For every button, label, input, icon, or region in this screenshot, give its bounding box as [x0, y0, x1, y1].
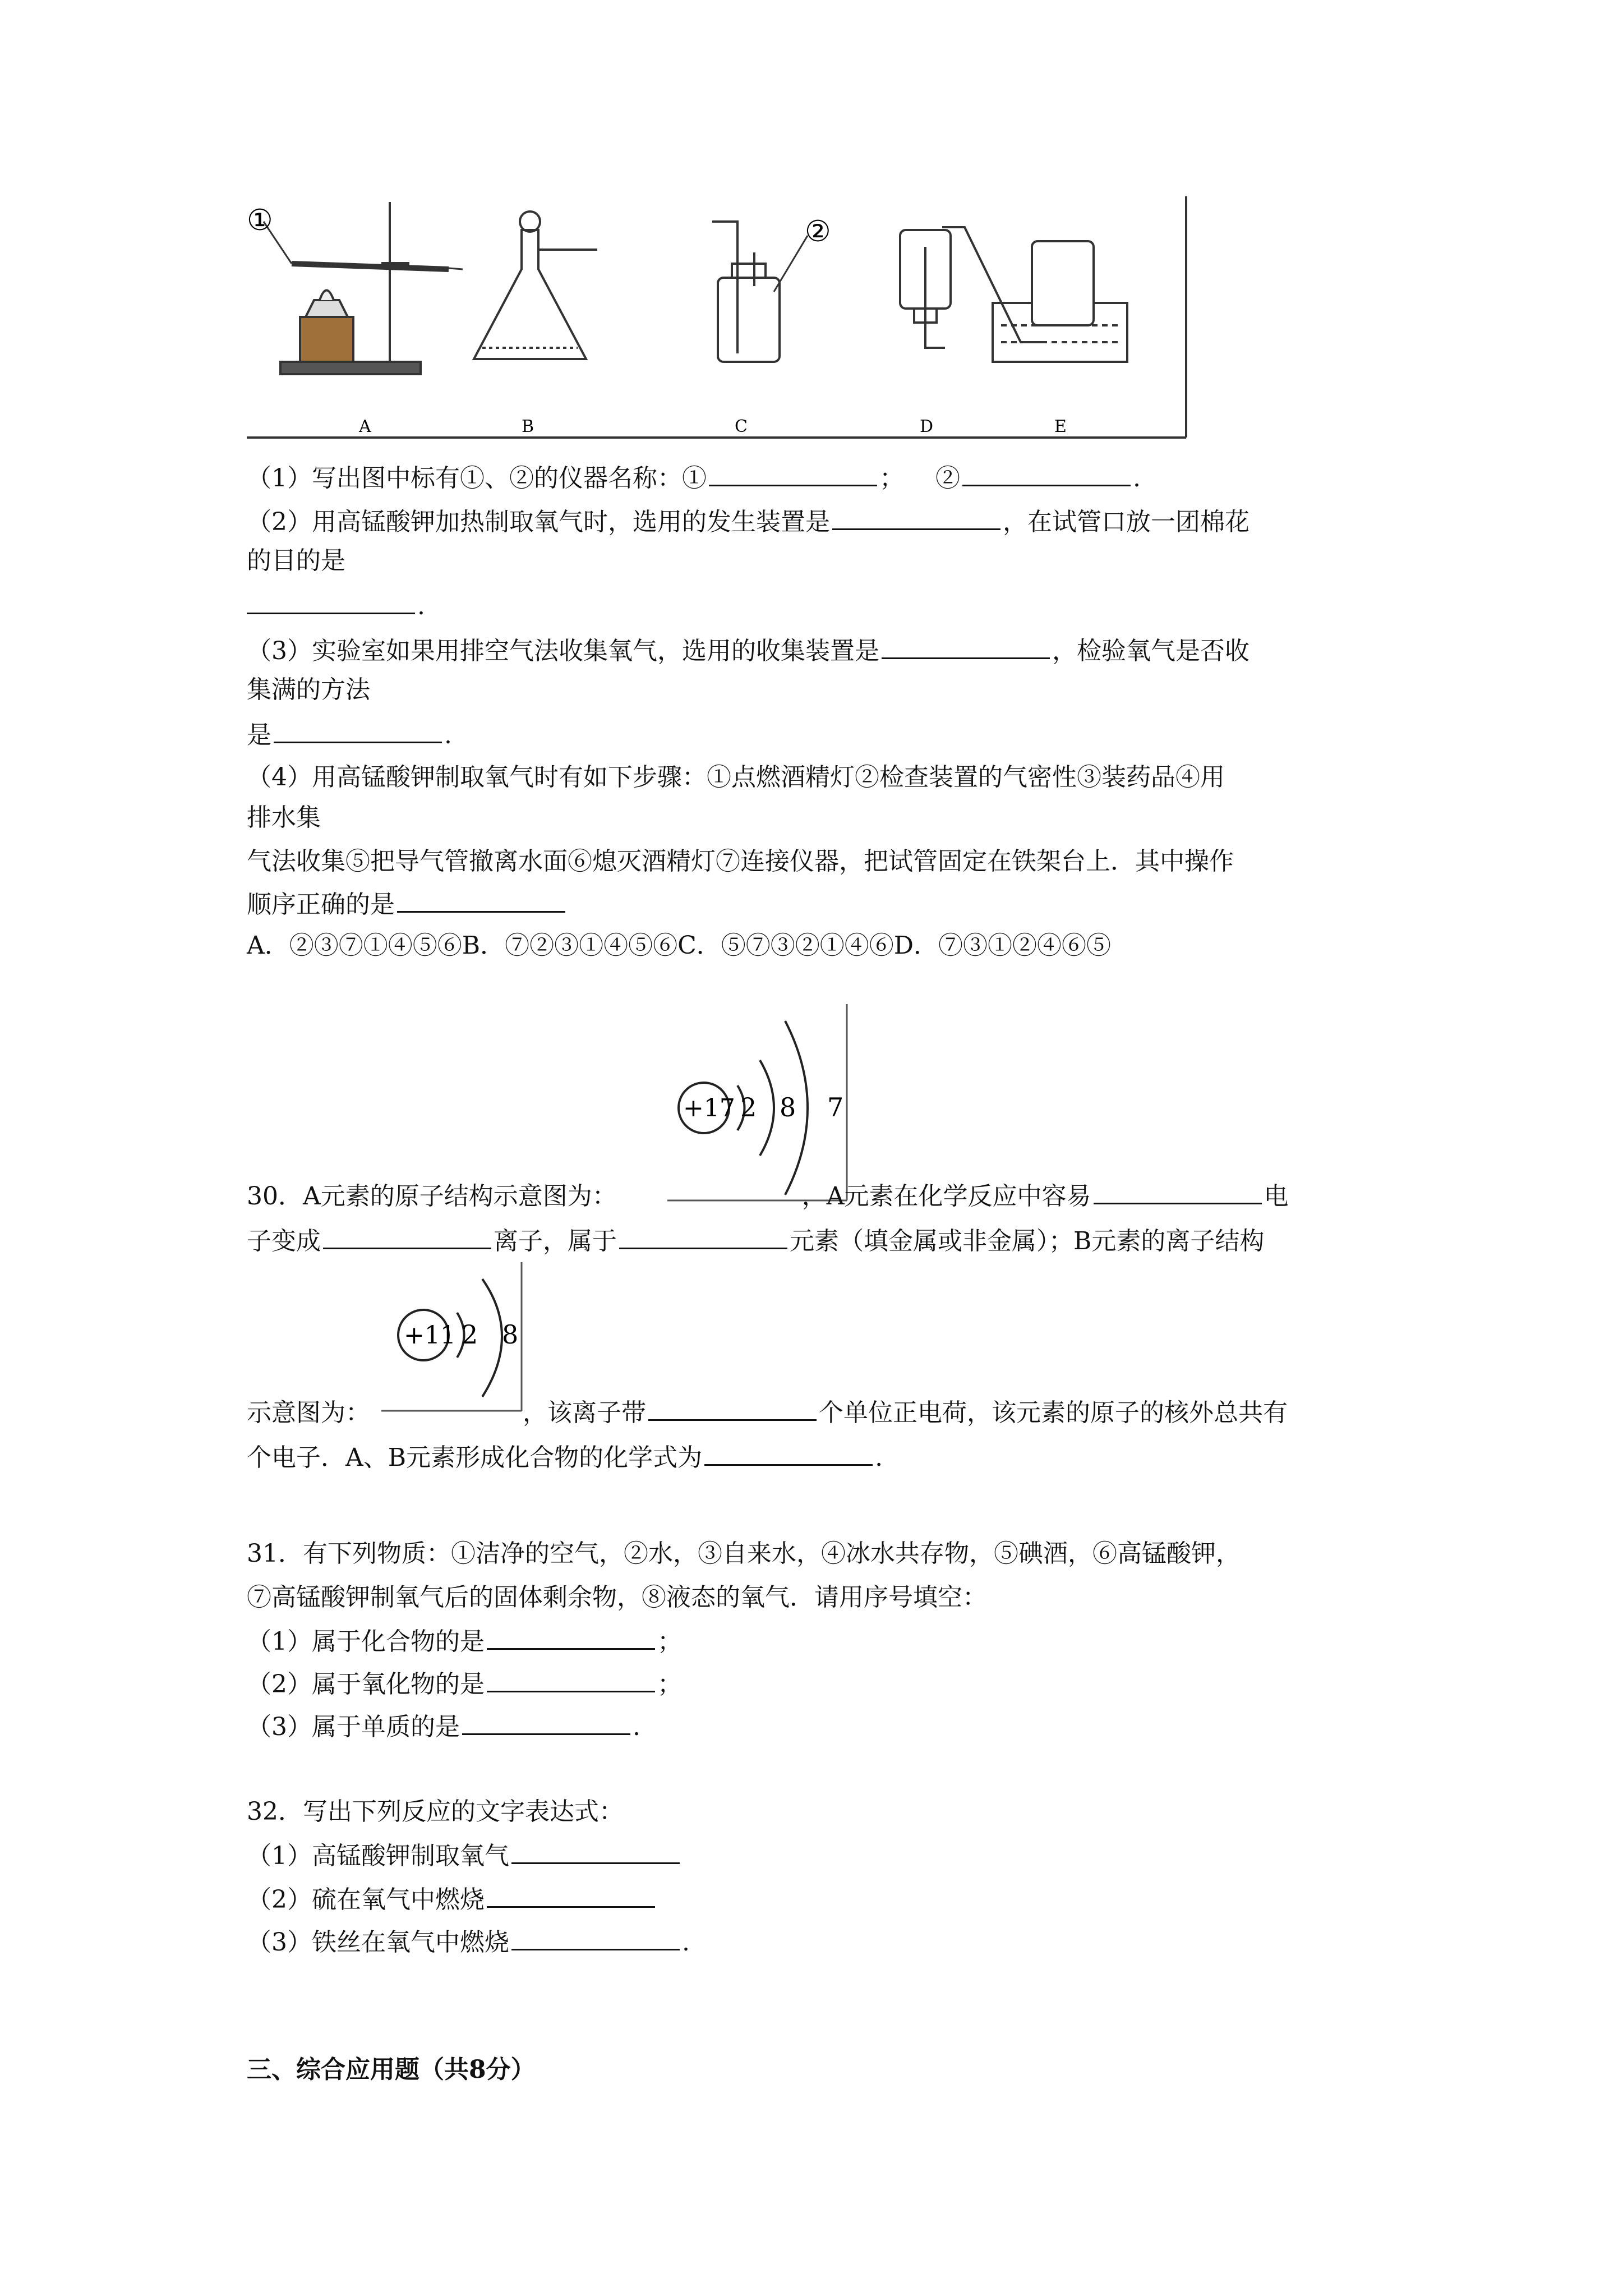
answer-blank-7[interactable] [397, 886, 565, 913]
marker-2: ② [805, 215, 831, 249]
shellA-1: 2 [740, 1092, 757, 1122]
label-E: E [1054, 417, 1067, 436]
label-C: C [735, 417, 748, 436]
q30-line2: 子变成 离子，属于 元素（填金属或非金属）；B元素的离子结构 [247, 1223, 1264, 1258]
atom-diagram-A [667, 1004, 852, 1206]
label-A: A [359, 417, 371, 436]
answer-blank-13[interactable] [487, 1623, 655, 1650]
q29-part3-line1: （3）实验室如果用排空气法收集氧气，选用的收集装置是 ，检验氧气是否收 [247, 633, 1249, 668]
answer-blank-12[interactable] [704, 1439, 873, 1466]
q30-line4: 个电子．A、B元素形成化合物的化学式为 . [247, 1439, 883, 1475]
q29-part4-line3: 气法收集⑤把导气管撤离水面⑥熄灭酒精灯⑦连接仪器，把试管固定在铁架台上．其中操作 [247, 847, 1234, 876]
answer-blank-15[interactable] [462, 1709, 630, 1735]
q32-item3: （3）铁丝在氧气中燃烧 . [247, 1924, 690, 1959]
q32-item1: （1）高锰酸钾制取氧气 [247, 1838, 682, 1873]
q29-part3-line2: 集满的方法 [247, 675, 370, 704]
apparatus-figure [247, 196, 1189, 443]
answer-blank-17[interactable] [487, 1881, 655, 1908]
q30-line1: 30．A元素的原子结构示意图为： ，A元素在化学反应中容易 电 [247, 1178, 1289, 1213]
q30-line3: 示意图为： ，该离子带 个单位正电荷，该元素的原子的核外总共有 [247, 1395, 1288, 1430]
q31-item1: （1）属于化合物的是 ； [247, 1623, 682, 1659]
shellA-2: 8 [780, 1092, 796, 1122]
q31-line1: 31．有下列物质：①洁净的空气，②水，③自来水，④冰水共存物，⑤碘酒，⑥高锰酸钾， [247, 1539, 1241, 1568]
q29-part2-line2: 的目的是 [247, 546, 345, 575]
answer-blank-9[interactable] [323, 1223, 491, 1249]
q29-part2-line3: . [247, 588, 425, 623]
shellB-1: 2 [462, 1319, 478, 1350]
answer-blank-14[interactable] [487, 1666, 655, 1692]
marker-1: ① [247, 204, 273, 237]
q31-item3: （3）属于单质的是 . [247, 1709, 640, 1744]
q29-part3-line3: 是 . [247, 717, 452, 752]
shellA-3: 7 [827, 1092, 844, 1122]
nucleus-A: +17 [683, 1094, 735, 1122]
answer-blank-11[interactable] [648, 1395, 817, 1421]
ion-diagram-B [381, 1262, 527, 1416]
label-B: B [522, 417, 534, 436]
answer-blank-2[interactable] [962, 460, 1131, 486]
answer-blank-8[interactable] [1094, 1178, 1262, 1204]
answer-blank-3[interactable] [832, 504, 1000, 530]
q31-line2: ⑦高锰酸钾制氧气后的固体剩余物，⑧液态的氧气．请用序号填空： [247, 1583, 987, 1612]
q32-item2: （2）硫在氧气中燃烧 [247, 1881, 657, 1917]
answer-blank-4[interactable] [247, 588, 415, 614]
shellB-2: 8 [502, 1319, 519, 1350]
q29-part1: （1）写出图中标有①、②的仪器名称：① ； ② . [247, 460, 1141, 495]
q31-item2: （2）属于氧化物的是 ； [247, 1666, 682, 1701]
answer-blank-10[interactable] [619, 1223, 787, 1249]
q29-options: A．②③⑦①④⑤⑥B．⑦②③①④⑤⑥C．⑤⑦③②①④⑥D．⑦③①②④⑥⑤ [247, 931, 1112, 960]
answer-blank-16[interactable] [511, 1838, 680, 1864]
answer-blank-1[interactable] [709, 460, 877, 486]
q29-part2-line1: （2）用高锰酸钾加热制取氧气时，选用的发生装置是 ，在试管口放一团棉花 [247, 504, 1249, 539]
label-D: D [920, 417, 934, 436]
answer-blank-5[interactable] [882, 633, 1050, 659]
nucleus-B: +11 [404, 1321, 456, 1350]
q32-title: 32．写出下列反应的文字表达式： [247, 1797, 624, 1826]
section-heading: 三、综合应用题（共8分） [247, 2055, 536, 2084]
q29-part4-line1: （4）用高锰酸钾制取氧气时有如下步骤：①点燃酒精灯②检查装置的气密性③装药品④用 [247, 763, 1225, 792]
answer-blank-6[interactable] [274, 717, 442, 743]
answer-blank-18[interactable] [511, 1924, 680, 1950]
q29-part4-line4: 顺序正确的是 [247, 886, 568, 922]
q29-part4-line2: 排水集 [247, 803, 321, 832]
